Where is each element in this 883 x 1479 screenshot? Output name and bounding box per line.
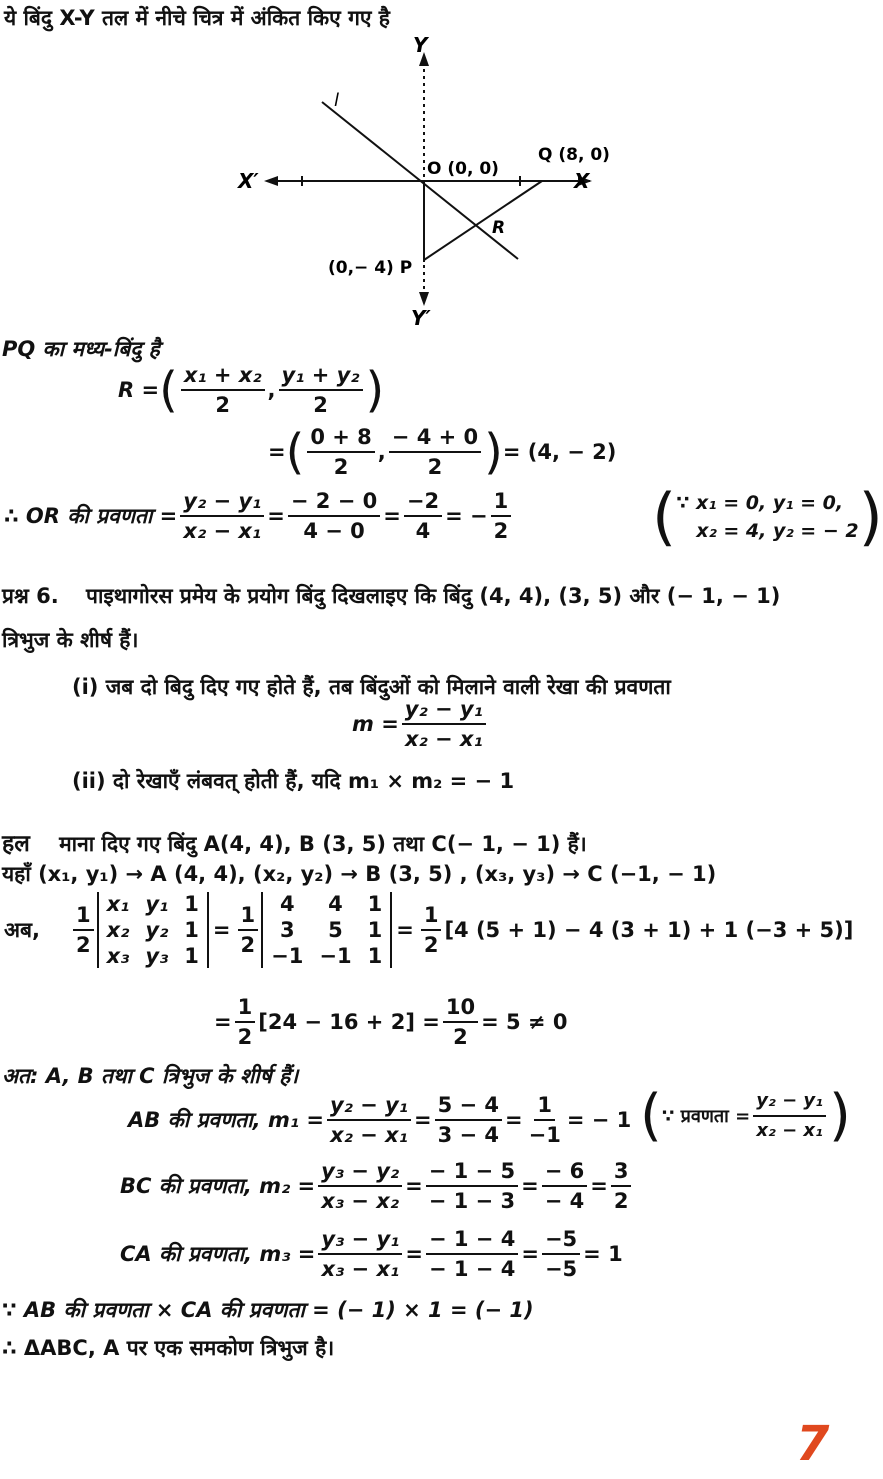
determinant-result: = $\frac{1}{2}$ [24 − 16 + 2] = $\frac{10}{2}$ = 5 ≠ 0: [214, 995, 568, 1049]
r-label: R: [492, 218, 506, 238]
midpoint-heading: PQ का मध्य-बिंदु है: [2, 337, 160, 361]
hint-2: (ii) दो रेखाएँ लंबवत् होती हैं, यदि m₁ × m₂ = − 1: [72, 769, 515, 793]
x-neg-axis-arrow: [264, 176, 278, 186]
final-line-2: ∴ ΔABC, A पर एक समकोण त्रिभुज है।: [2, 1336, 335, 1360]
intro-text: ये बिंदु X-Y तल में नीचे चित्र में अंकित किए गए है: [4, 6, 390, 30]
conclusion-1: अत: A, B तथा C त्रिभुज के शीर्ष हैं।: [2, 1064, 299, 1088]
y-neg-label: Y′: [411, 306, 431, 330]
x-label: X: [574, 169, 590, 193]
slope-ca: CA की प्रवणता, m₃ = $\frac{\text{y₃ − y₁}}{\text{x₃ − x₁}}$ = $\frac{- 1 - 4}{- 1 - 4}$ = $\frac{-5}{-5}$ = 1: [120, 1227, 623, 1281]
p-label: (0,− 4) P: [328, 258, 413, 278]
hint-1: (i) जब दो बिदु दिए गए होते हैं, तब बिंदुओं को मिलाने वाली रेखा की प्रवणता: [72, 675, 671, 699]
hint-formula: m = $\frac{\text{y₂ − y₁}}{\text{x₂ − x₁}}$: [352, 696, 489, 752]
solution-label: हल: [2, 831, 30, 857]
x-neg-label: X′: [238, 169, 259, 193]
slope-or-note: ( ∵ x₁ = 0, y₁ = 0, x₂ = 4, y₂ = − 2 ): [652, 480, 883, 553]
origin-label: O (0, 0): [427, 159, 499, 179]
determinant-numeric: 4 4 1 3 5 1 −1 −1 1: [261, 892, 392, 968]
final-line-1: ∵ AB की प्रवणता × CA की प्रवणता = (− 1) × 1 = (− 1): [2, 1298, 534, 1322]
solution-line-2: यहाँ (x₁, y₁) → A (4, 4), (x₂, y₂) → B (3, 5) , (x₃, y₃) → C (−1, − 1): [2, 862, 717, 886]
line-pq: [424, 181, 542, 260]
question-text-2: त्रिभुज के शीर्ष हैं।: [2, 628, 139, 652]
line-l-label: l: [334, 90, 340, 111]
slope-note: ( ∵ प्रवणता = $\frac{\text{y₂ − y₁}}{\text{x₂ − x₁}}$ ): [640, 1083, 851, 1148]
question-text-1: पाइथागोरस प्रमेय के प्रयोग बिंदु दिखलाइए कि बिंदु (4, 4), (3, 5) और (− 1, − 1): [86, 584, 781, 608]
midpoint-values: = ( $\frac{0 + 8}{2}$ , $\frac{- 4 + 0}{2}$ ) = (4, − 2): [268, 424, 617, 480]
slope-ab: AB की प्रवणता, m₁ = $\frac{\text{y₂ − y₁}}{\text{x₂ − x₁}}$ = $\frac{5 - 4}{3 - 4}$ = $\frac{1}{-1}$ = − 1: [128, 1093, 632, 1147]
solution-line-1: हल माना दिए गए बिंदु A(4, 4), B (3, 5) तथा C(− 1, − 1) हैं।: [2, 831, 587, 857]
slope-or: ∴ OR की प्रवणता = $\frac{\text{y₂ − y₁}}{\text{x₂ − x₁}}$ = $\frac{- 2 - 0}{4 - 0}$ = $\frac{-2}{4}$ = − $\frac{1}{2}$: [4, 488, 514, 544]
q-label: Q (8, 0): [538, 145, 610, 165]
y-label: Y: [413, 33, 428, 57]
coordinate-graph: [230, 30, 650, 330]
determinant-row: अब, $\frac{1}{2}$ x₁ y₁ 1 x₂ y₂ 1 x₃ y₃ 1 = $\frac{1}{2}$ 4 4 1 3 5 1 −1 −1 1 = $\frac{1}{2}$ [4 (5 + 1) − 4 (3 + 1) + 1 (−3 + 5)]: [4, 892, 854, 968]
slope-bc: BC की प्रवणता, m₂ = $\frac{\text{y₃ − y₂}}{\text{x₃ − x₂}}$ = $\frac{- 1 - 5}{- 1 - 3}$ = $\frac{- 6}{- 4}$ = $\frac{3}{2}$: [120, 1158, 634, 1214]
question-6: [2, 582, 780, 610]
determinant-symbolic: x₁ y₁ 1 x₂ y₂ 1 x₃ y₃ 1: [97, 892, 209, 968]
midpoint-formula: R = ( $\frac{\text{x₁ + x₂}}{2}$ , $\frac{\text{y₁ + y₂}}{2}$ ): [118, 362, 385, 418]
page-number: 7: [796, 1416, 830, 1472]
y-neg-axis-arrow: [419, 292, 429, 306]
question-label: प्रश्न 6.: [2, 584, 59, 608]
